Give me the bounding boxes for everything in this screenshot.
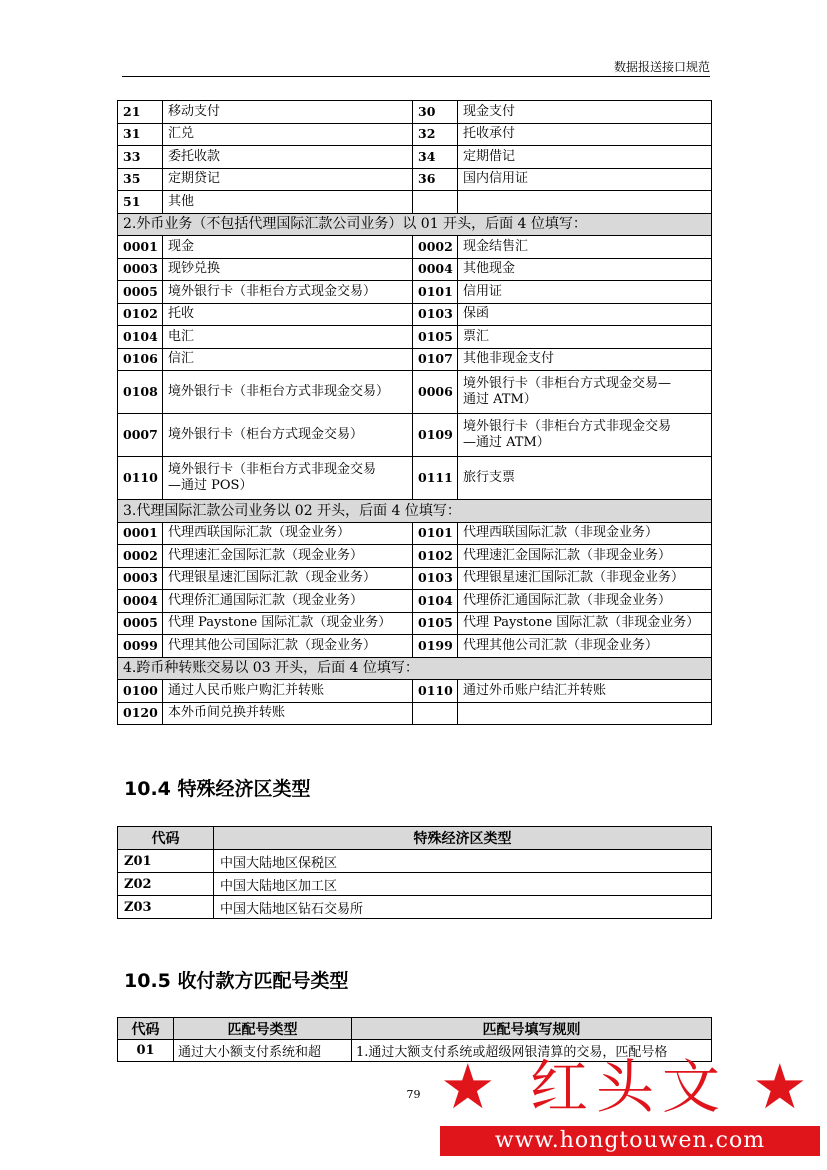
table-row — [118, 258, 712, 281]
table-row — [118, 590, 712, 613]
code-cell: Z01 — [118, 850, 214, 873]
code-cell: 0120 — [118, 702, 163, 725]
desc-cell: 代理银星速汇国际汇款（现金业务） — [163, 567, 413, 590]
desc-cell — [458, 457, 712, 500]
table-row — [118, 635, 712, 658]
code-cell: 0001 — [118, 236, 163, 259]
table-row — [118, 101, 712, 124]
table-row — [118, 702, 712, 725]
desc-cell: 现金结售汇 — [458, 236, 712, 259]
desc-cell: 信用证 — [458, 281, 712, 304]
desc-cell: 境外银行卡（非柜台方式现金交易） — [163, 281, 413, 304]
desc-cell: 委托收款 — [163, 146, 413, 169]
desc-line: 境外银行卡（非柜台方式非现金交易 — [168, 462, 377, 477]
code-cell: Z03 — [118, 896, 214, 919]
desc-cell — [458, 702, 712, 725]
desc-cell: 通过人民币账户购汇并转账 — [163, 680, 413, 703]
header-rule — [122, 76, 710, 77]
desc-cell: 国内信用证 — [458, 168, 712, 191]
desc-cell — [458, 414, 712, 457]
watermark — [440, 1052, 820, 1122]
code-cell: 0002 — [413, 236, 458, 259]
desc-line: —通过 ATM） — [463, 435, 550, 450]
section-heading: 2.外币业务（不包括代理国际汇款公司业务）以 01 开头，后面 4 位填写： — [118, 213, 712, 236]
running-header: 数据报送接口规范 — [613, 60, 710, 74]
desc-cell: 定期借记 — [458, 146, 712, 169]
code-cell: 0107 — [413, 348, 458, 371]
code-cell: 0003 — [118, 567, 163, 590]
desc-cell: 本外币间兑换并转账 — [163, 702, 413, 725]
desc-cell: 代理侨汇通国际汇款（非现金业务） — [458, 590, 712, 613]
code-cell: 0102 — [413, 545, 458, 568]
table-row — [118, 680, 712, 703]
section-heading-10-4: 10.4 特殊经济区类型 — [124, 778, 311, 800]
code-cell: 0110 — [118, 457, 163, 500]
code-cell — [413, 702, 458, 725]
table-row — [118, 326, 712, 349]
transaction-code-table — [117, 100, 712, 725]
code-cell: 0002 — [118, 545, 163, 568]
code-cell: 0101 — [413, 281, 458, 304]
desc-cell: 信汇 — [163, 348, 413, 371]
desc-line: 通过 ATM） — [463, 392, 537, 407]
desc-line: —通过 POS） — [168, 478, 253, 493]
code-cell: 0104 — [118, 326, 163, 349]
table-row — [118, 123, 712, 146]
table-row — [118, 146, 712, 169]
code-cell: 0110 — [413, 680, 458, 703]
desc-cell: 代理 Paystone 国际汇款（现金业务） — [163, 612, 413, 635]
code-cell: Z02 — [118, 873, 214, 896]
desc-cell: 代理速汇金国际汇款（非现金业务） — [458, 545, 712, 568]
desc-cell — [458, 191, 712, 214]
desc-cell: 代理速汇金国际汇款（现金业务） — [163, 545, 413, 568]
table-row — [118, 457, 712, 500]
desc-cell: 电汇 — [163, 326, 413, 349]
code-cell: 51 — [118, 191, 163, 214]
watermark-url: www.hongtouwen.com — [440, 1126, 820, 1156]
table-row — [118, 612, 712, 635]
code-cell: 36 — [413, 168, 458, 191]
watermark-text: 红头文 — [530, 1053, 729, 1121]
desc-cell: 通过外币账户结汇并转账 — [458, 680, 712, 703]
type-cell: 通过大小额支付系统和超 — [174, 1040, 352, 1062]
table-row — [118, 896, 712, 919]
section-heading: 4.跨币种转账交易以 03 开头，后面 4 位填写： — [118, 657, 712, 680]
code-cell: 31 — [118, 123, 163, 146]
desc-cell: 其他非现金支付 — [458, 348, 712, 371]
table-row — [118, 281, 712, 304]
desc-cell: 代理 Paystone 国际汇款（非现金业务） — [458, 612, 712, 635]
desc-cell — [163, 414, 413, 457]
desc-cell: 代理其他公司汇款（非现金业务） — [458, 635, 712, 658]
code-cell: 0007 — [118, 414, 163, 457]
code-cell: 0104 — [413, 590, 458, 613]
code-cell: 0102 — [118, 303, 163, 326]
code-cell: 0106 — [118, 348, 163, 371]
code-cell: 0103 — [413, 567, 458, 590]
table-header-row — [118, 1018, 712, 1040]
code-cell: 32 — [413, 123, 458, 146]
table-header-row — [118, 827, 712, 850]
code-cell: 0199 — [413, 635, 458, 658]
table-row — [118, 303, 712, 326]
desc-cell: 其他 — [163, 191, 413, 214]
table-row — [118, 348, 712, 371]
special-zone-table — [117, 826, 712, 919]
code-cell: 01 — [118, 1040, 174, 1062]
section-row — [118, 500, 712, 523]
desc-cell: 代理西联国际汇款（非现金业务） — [458, 522, 712, 545]
code-cell: 0109 — [413, 414, 458, 457]
desc-line: 境外银行卡（非柜台方式非现金交易 — [463, 419, 672, 434]
code-cell: 35 — [118, 168, 163, 191]
code-cell: 0105 — [413, 326, 458, 349]
page-number: 79 — [406, 1088, 421, 1101]
desc-cell: 汇兑 — [163, 123, 413, 146]
code-cell: 30 — [413, 101, 458, 124]
desc-cell: 移动支付 — [163, 101, 413, 124]
code-cell: 21 — [118, 101, 163, 124]
desc-cell: 定期贷记 — [163, 168, 413, 191]
code-cell: 0005 — [118, 281, 163, 304]
code-cell: 0101 — [413, 522, 458, 545]
desc-cell — [458, 371, 712, 414]
desc-cell: 其他现金 — [458, 258, 712, 281]
table-row — [118, 545, 712, 568]
desc-cell: 现金支付 — [458, 101, 712, 124]
desc-line: 境外银行卡（柜台方式现金交易） — [168, 427, 364, 442]
code-cell: 0004 — [413, 258, 458, 281]
desc-cell — [163, 371, 413, 414]
star-icon: ★ — [440, 1050, 496, 1123]
column-header-type: 特殊经济区类型 — [214, 827, 712, 850]
desc-cell: 代理侨汇通国际汇款（现金业务） — [163, 590, 413, 613]
code-cell: 0105 — [413, 612, 458, 635]
code-cell: 34 — [413, 146, 458, 169]
column-header-code: 代码 — [118, 1018, 174, 1040]
table-row — [118, 191, 712, 214]
desc-cell: 保函 — [458, 303, 712, 326]
star-icon: ★ — [752, 1050, 808, 1123]
code-cell: 0103 — [413, 303, 458, 326]
code-cell: 0111 — [413, 457, 458, 500]
column-header-code: 代码 — [118, 827, 214, 850]
desc-cell: 托收承付 — [458, 123, 712, 146]
desc-cell: 现金 — [163, 236, 413, 259]
type-cell: 中国大陆地区钻石交易所 — [214, 896, 712, 919]
table-row — [118, 168, 712, 191]
code-cell: 0006 — [413, 371, 458, 414]
desc-line: 境外银行卡（非柜台方式非现金交易） — [168, 384, 390, 399]
desc-line: 旅行支票 — [463, 470, 516, 485]
desc-cell: 代理其他公司国际汇款（现金业务） — [163, 635, 413, 658]
code-cell: 0001 — [118, 522, 163, 545]
desc-cell — [163, 457, 413, 500]
code-cell: 0005 — [118, 612, 163, 635]
desc-cell: 代理西联国际汇款（现金业务） — [163, 522, 413, 545]
table-row — [118, 873, 712, 896]
table-row — [118, 236, 712, 259]
desc-cell: 现钞兑换 — [163, 258, 413, 281]
column-header-rule: 匹配号填写规则 — [352, 1018, 712, 1040]
section-heading-10-5: 10.5 收付款方匹配号类型 — [124, 970, 349, 992]
table-row — [118, 414, 712, 457]
table-row — [118, 522, 712, 545]
desc-line: 境外银行卡（非柜台方式现金交易— — [463, 376, 672, 391]
table-row — [118, 850, 712, 873]
table-row — [118, 567, 712, 590]
code-cell: 0004 — [118, 590, 163, 613]
code-cell: 33 — [118, 146, 163, 169]
column-header-type: 匹配号类型 — [174, 1018, 352, 1040]
desc-cell: 票汇 — [458, 326, 712, 349]
desc-cell: 托收 — [163, 303, 413, 326]
section-heading: 3.代理国际汇款公司业务以 02 开头，后面 4 位填写： — [118, 500, 712, 523]
code-cell: 0099 — [118, 635, 163, 658]
rule-cell: 1.通过大额支付系统或超级网银清算的交易，匹配号格 — [352, 1040, 712, 1062]
code-cell: 0100 — [118, 680, 163, 703]
section-row — [118, 657, 712, 680]
code-cell — [413, 191, 458, 214]
code-cell: 0003 — [118, 258, 163, 281]
table-row — [118, 371, 712, 414]
code-cell: 0108 — [118, 371, 163, 414]
type-cell: 中国大陆地区保税区 — [214, 850, 712, 873]
desc-cell: 代理银星速汇国际汇款（非现金业务） — [458, 567, 712, 590]
type-cell: 中国大陆地区加工区 — [214, 873, 712, 896]
section-row — [118, 213, 712, 236]
